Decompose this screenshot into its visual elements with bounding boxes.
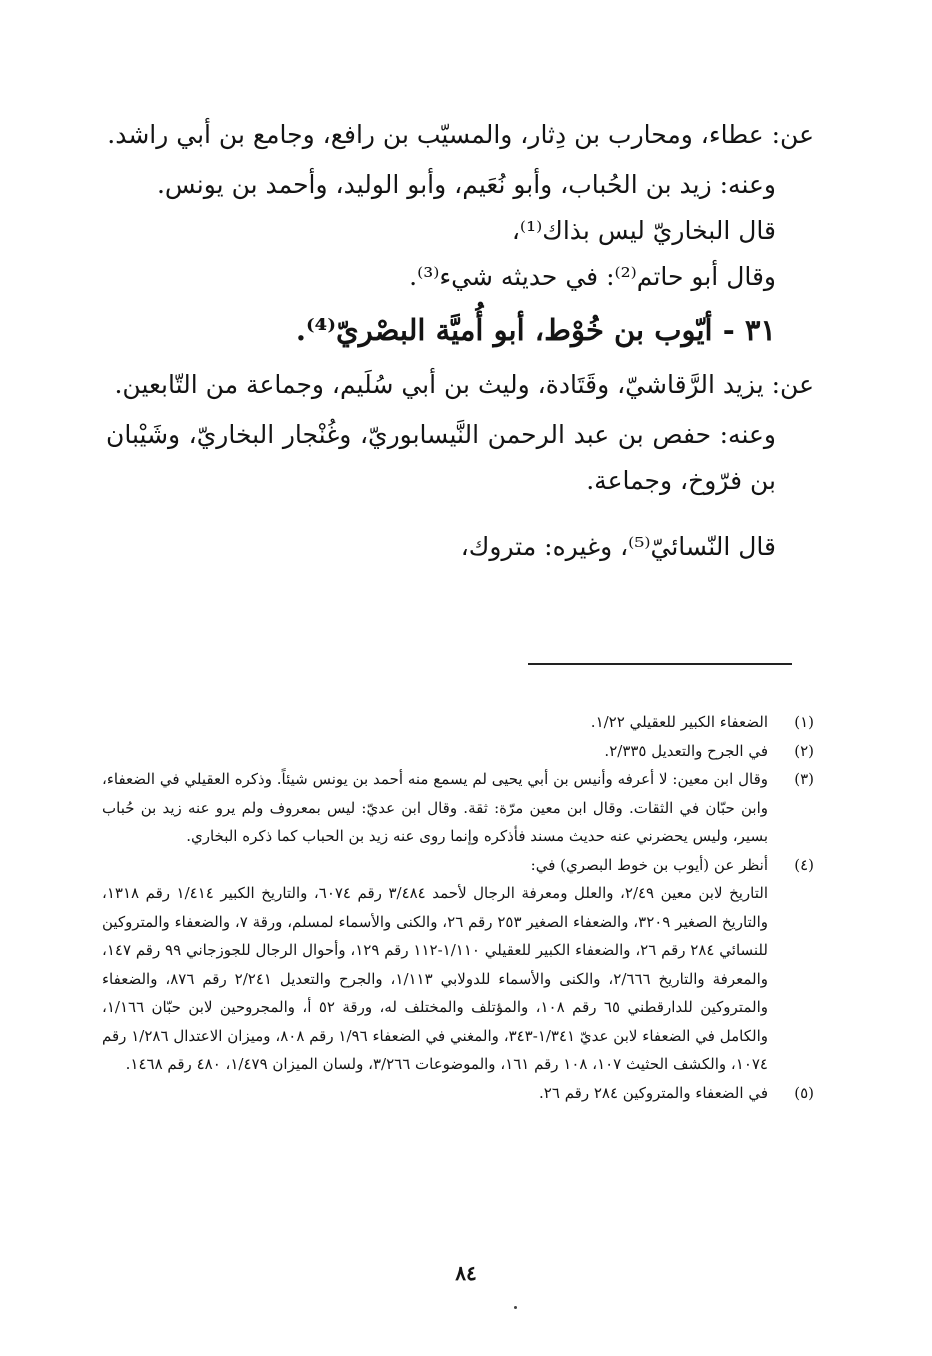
page-number: ٨٤ [455, 1261, 477, 1285]
footnote [102, 765, 814, 851]
footnote-number: (٣) [794, 770, 814, 788]
footnote-number: (٥) [794, 1083, 814, 1102]
footnote-number [768, 879, 814, 1079]
footnote [102, 851, 814, 880]
footnote [102, 737, 814, 766]
entry-heading: ٣١ - أيّوب بن خُوْط، أبو أُميَّة البصْريّ⁽⁴⁾. [295, 313, 776, 347]
narrators-from: عن: عطاء، ومحارب بن دِثار، والمسيّب بن رافع، وجامع بن أبي راشد. [107, 120, 814, 149]
footnote-text: في الجرح والتعديل ٢/٣٣٥. [604, 741, 768, 760]
bukhari-statement: قال البخاريّ ليس بذاك⁽¹⁾، [511, 216, 776, 245]
footnote-text: الضعفاء الكبير للعقيلي ١/٢٢. [590, 713, 768, 731]
footnote-number: (٢) [794, 741, 814, 760]
printing-speck [514, 1306, 517, 1309]
footnote-divider [528, 663, 792, 665]
footnote-text: وقال ابن معين: لا أعرفه وأنيس بن أبي يحيى لم يسمع منه أحمد بن يونس شيئاً. وذكره العقيلي في الضعفاء، وابن حبّان في الثقات. وقال ابن معين مرّة: ثقة. وقال ابن عديّ: ليس بمعروف ولم يرو عنه زيد بن حُباب بسير، وليس يحضرني عنه حديث مسند فأذكره وإنما روى عنه زيد بن الحباب كما ذكره البخاري. [102, 770, 768, 845]
abu-hatim-statement: وقال أبو حاتم⁽²⁾: في حديثه شيء⁽³⁾. [409, 262, 776, 291]
footnote-number: (٤) [794, 855, 814, 874]
footnote [102, 708, 814, 737]
entry-narrators-from: عن: يزيد الرَّقاشيّ، وقَتَادة، وليث بن أبي سُلَيم، وجماعة من التّابعين. [114, 370, 814, 399]
footnotes [102, 708, 814, 1107]
footnote-text: أنظر عن (أيوب بن خوط البصري) في: [530, 855, 768, 874]
footnote-text: التاريخ لابن معين ٢/٤٩، والعلل ومعرفة الرجال لأحمد ٣/٤٨٤ رقم ٦٠٧٤، والتاريخ الكبير ١/٤١٤ رقم ١٣١٨، والتاريخ الصغير ٣٢٠٩، والضعفاء الصغير ٢٥٣ رقم ٢٦، والكنى والأسماء لمسلم، ورقة ٧، والضعفاء والمتروكين للنسائي ٢٨٤ رقم ٢٦، والضعفاء الكبير للعقيلي ١/١١٠-١١٢ رقم ١٢٩، وأحوال الرجال للجوزجاني ٩٩ رقم ١٤٧، والمعرفة والتاريخ ٢/٦٦٦، والكنى والأسماء للدولابي ١/١١٣، والجرح والتعديل ٢/٢٤١ رقم ٨٧٦، والضعفاء والمتروكين للدارقطني ٦٥ رقم ١٠٨، والمؤتلف والمختلف له، ورقة ٥٢ أ، والمجروحين لابن حبّان ١/١٦٦، والكامل في الضعفاء لابن عديّ ١/٣٤١-٣٤٣، والمغني في الضعفاء ١/٩٦ رقم ٨٠٨، وميزان الاعتدال ١/٢٨٦ رقم ١٠٧٤، والكشف الحثيث ١٠٧، ١٠٨ رقم ١٦١، والموضوعات ٣/٢٦٦، ولسان الميزان ١/٤٧٩، ٤٨٠ رقم ١٤٦٨. [102, 884, 769, 1073]
nasai-statement: قال النّسائيّ⁽⁵⁾، وغيره: متروك، [460, 532, 776, 561]
footnote [102, 1079, 814, 1108]
narrators-to: وعنه: زيد بن الحُباب، وأبو نُعَيم، وأبو الوليد، وأحمد بن يونس. [156, 170, 776, 199]
main-text [106, 112, 814, 570]
footnote-continuation [102, 879, 814, 1079]
entry-narrators-to: وعنه: حفص بن عبد الرحمن النَّيسابوريّ، وغُنْجار البخاريّ، وشَيْبان بن فرّوخ، وجماعة. [106, 420, 776, 495]
footnote-text: في الضعفاء والمتروكين ٢٨٤ رقم ٢٦. [539, 1083, 768, 1102]
footnote-number: (١) [794, 713, 814, 731]
